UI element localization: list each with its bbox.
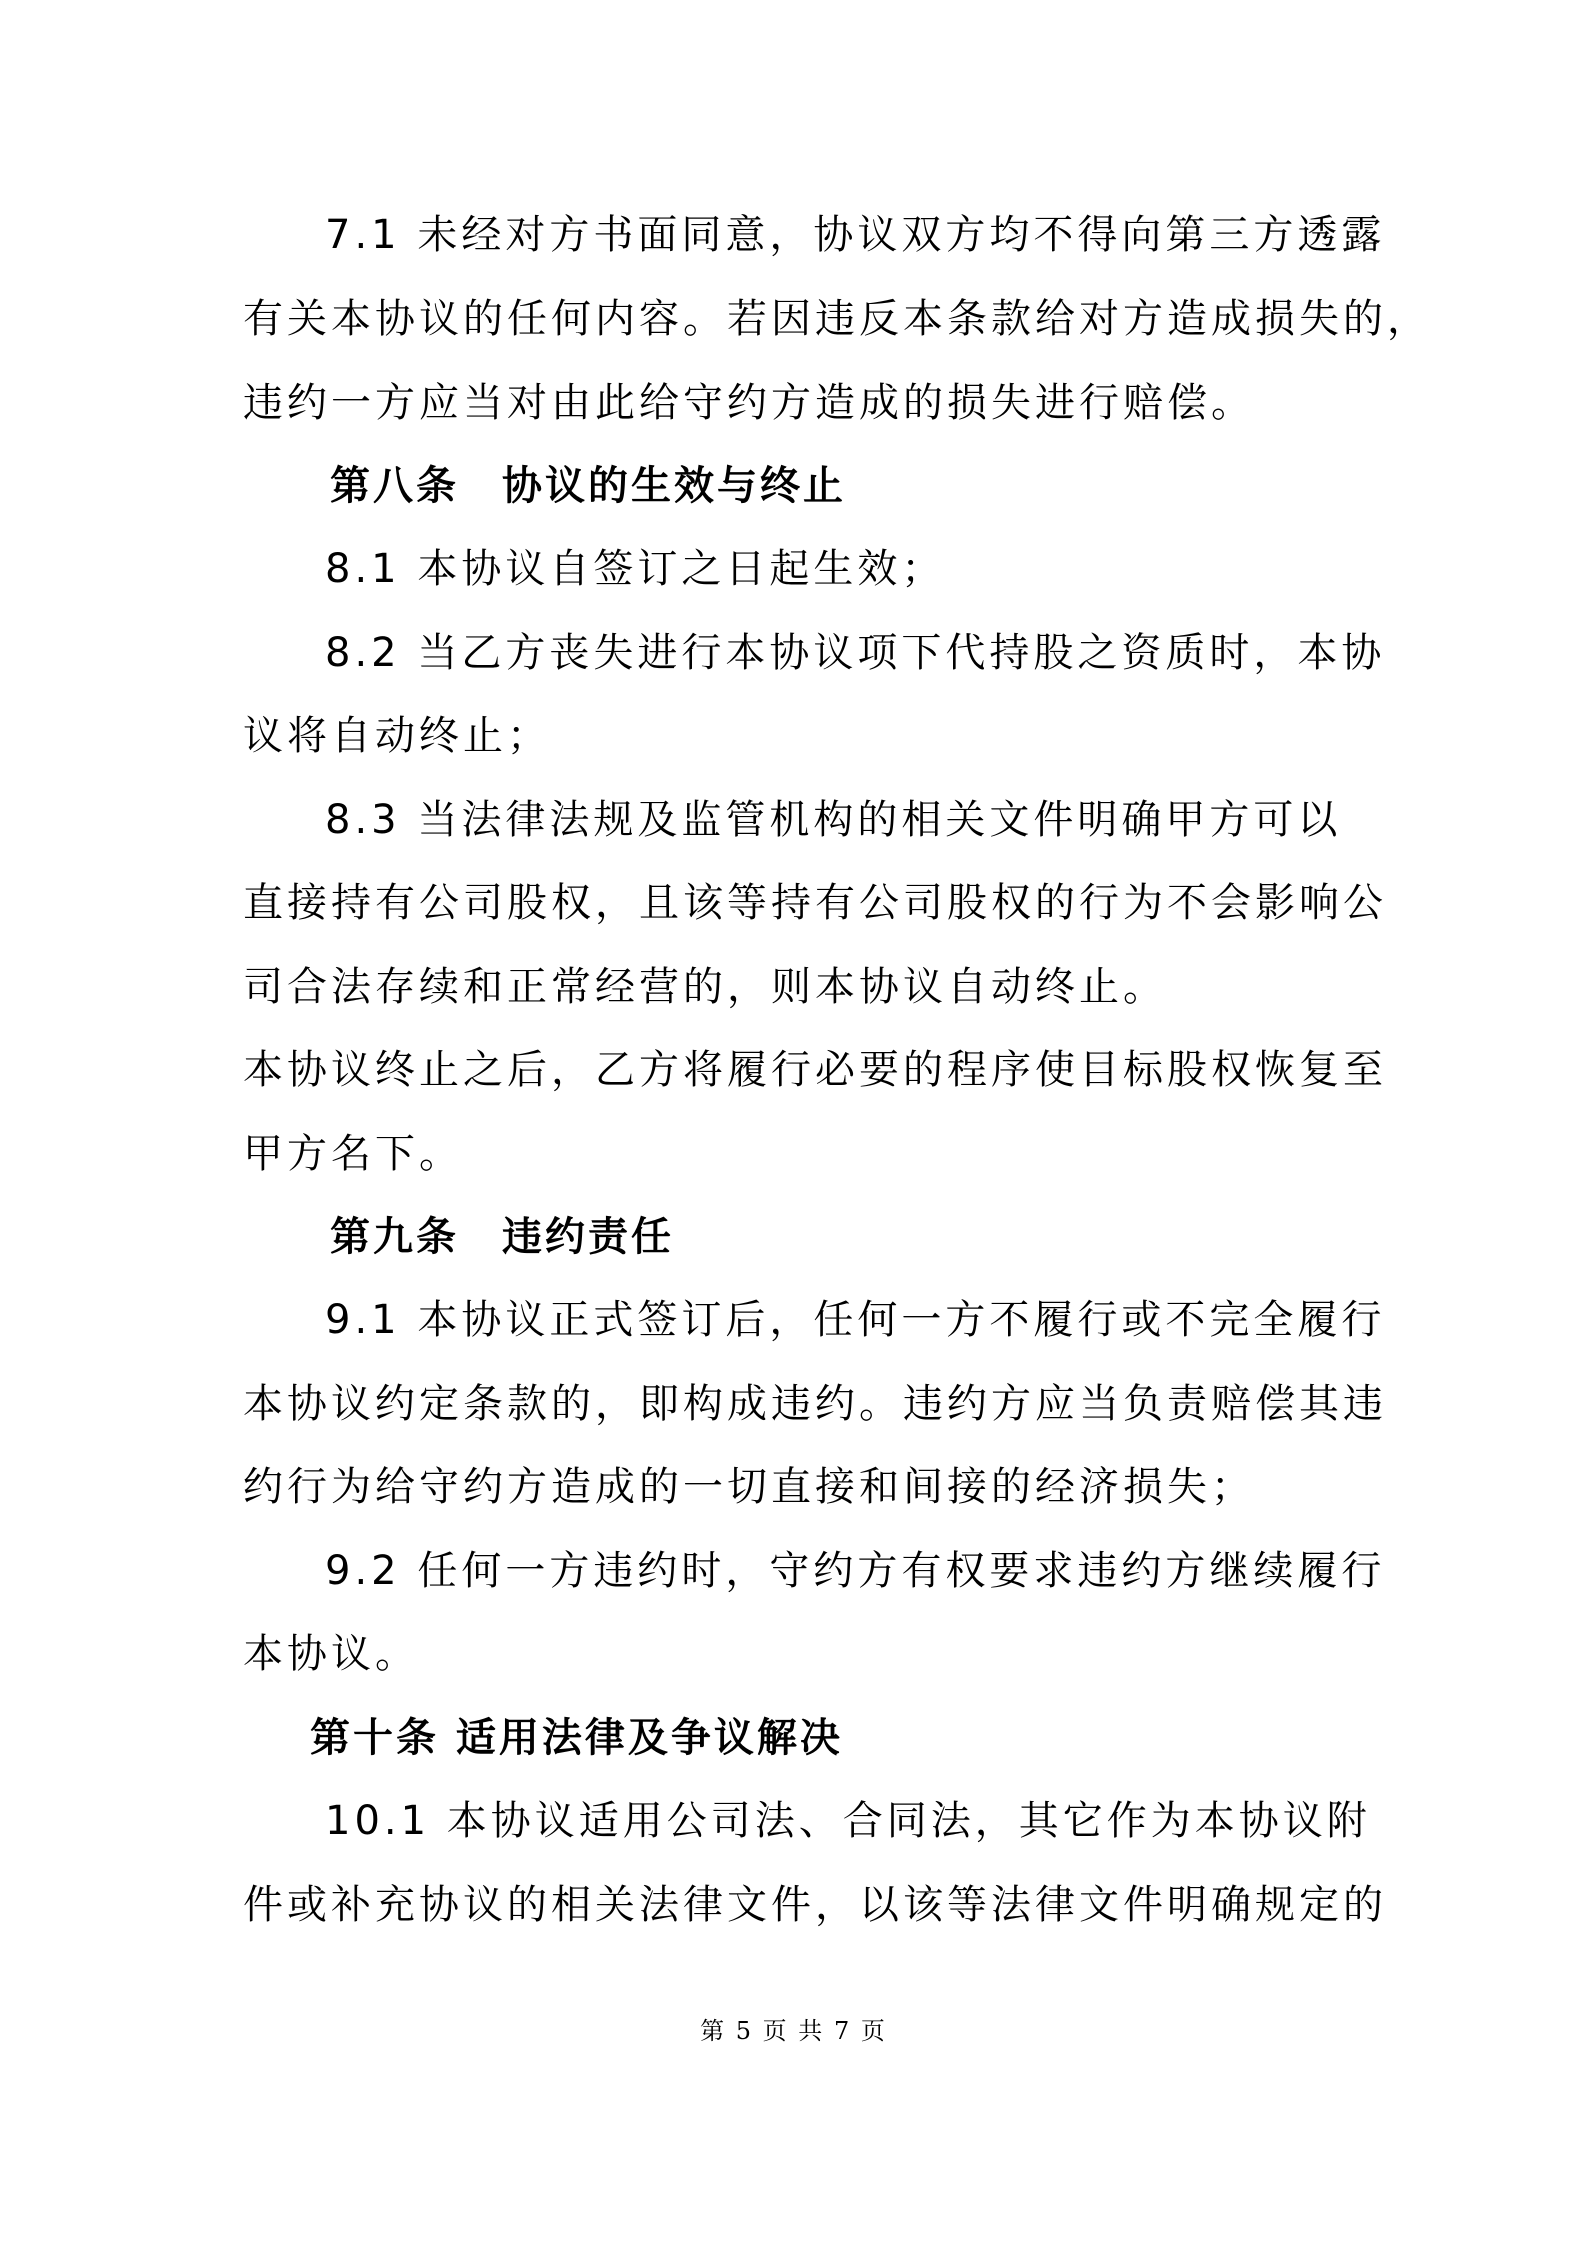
termination-paragraph-line-1: 本协议终止之后，乙方将履行必要的程序使目标股权恢复至: [243, 1047, 1387, 1093]
clause-10-1-line-1: 10.1 本协议适用公司法、合同法，其它作为本协议附: [325, 1798, 1371, 1844]
clause-9-2-line-1: 9.2 任何一方违约时，守约方有权要求违约方继续履行: [325, 1548, 1386, 1594]
termination-paragraph-line-2: 甲方名下。: [243, 1131, 463, 1177]
clause-9-1-line-3: 约行为给守约方造成的一切直接和间接的经济损失；: [243, 1464, 1255, 1510]
page-number-footer: 第 5 页 共 7 页: [700, 2017, 887, 2045]
clause-8-3-line-1: 8.3 当法律法规及监管机构的相关文件明确甲方可以: [325, 797, 1342, 843]
article-10-heading: 第十条 适用法律及争议解决: [310, 1715, 843, 1761]
clause-8-2-line-1: 8.2 当乙方丧失进行本协议项下代持股之资质时，本协: [325, 630, 1386, 676]
clause-8-3-line-2: 直接持有公司股权，且该等持有公司股权的行为不会影响公: [243, 880, 1387, 926]
clause-9-1-line-1: 9.1 本协议正式签订后，任何一方不履行或不完全履行: [325, 1297, 1386, 1343]
clause-7-1-line-2: 有关本协议的任何内容。若因违反本条款给对方造成损失的，: [243, 296, 1431, 342]
article-9-heading: 第九条 违约责任: [330, 1214, 674, 1260]
clause-9-1-line-2: 本协议约定条款的，即构成违约。违约方应当负责赔偿其违: [243, 1381, 1387, 1427]
clause-7-1-line-3: 违约一方应当对由此给守约方造成的损失进行赔偿。: [243, 380, 1255, 426]
clause-8-1-line-1: 8.1 本协议自签订之日起生效；: [325, 546, 946, 592]
clause-8-2-line-2: 议将自动终止；: [243, 713, 551, 759]
clause-9-2-line-2: 本协议。: [243, 1631, 419, 1677]
article-8-heading: 第八条 协议的生效与终止: [330, 463, 846, 509]
clause-10-1-line-2: 件或补充协议的相关法律文件，以该等法律文件明确规定的: [243, 1882, 1387, 1928]
clause-7-1-line-1: 7.1 未经对方书面同意，协议双方均不得向第三方透露: [325, 212, 1386, 258]
clause-8-3-line-3: 司合法存续和正常经营的，则本协议自动终止。: [243, 964, 1167, 1010]
